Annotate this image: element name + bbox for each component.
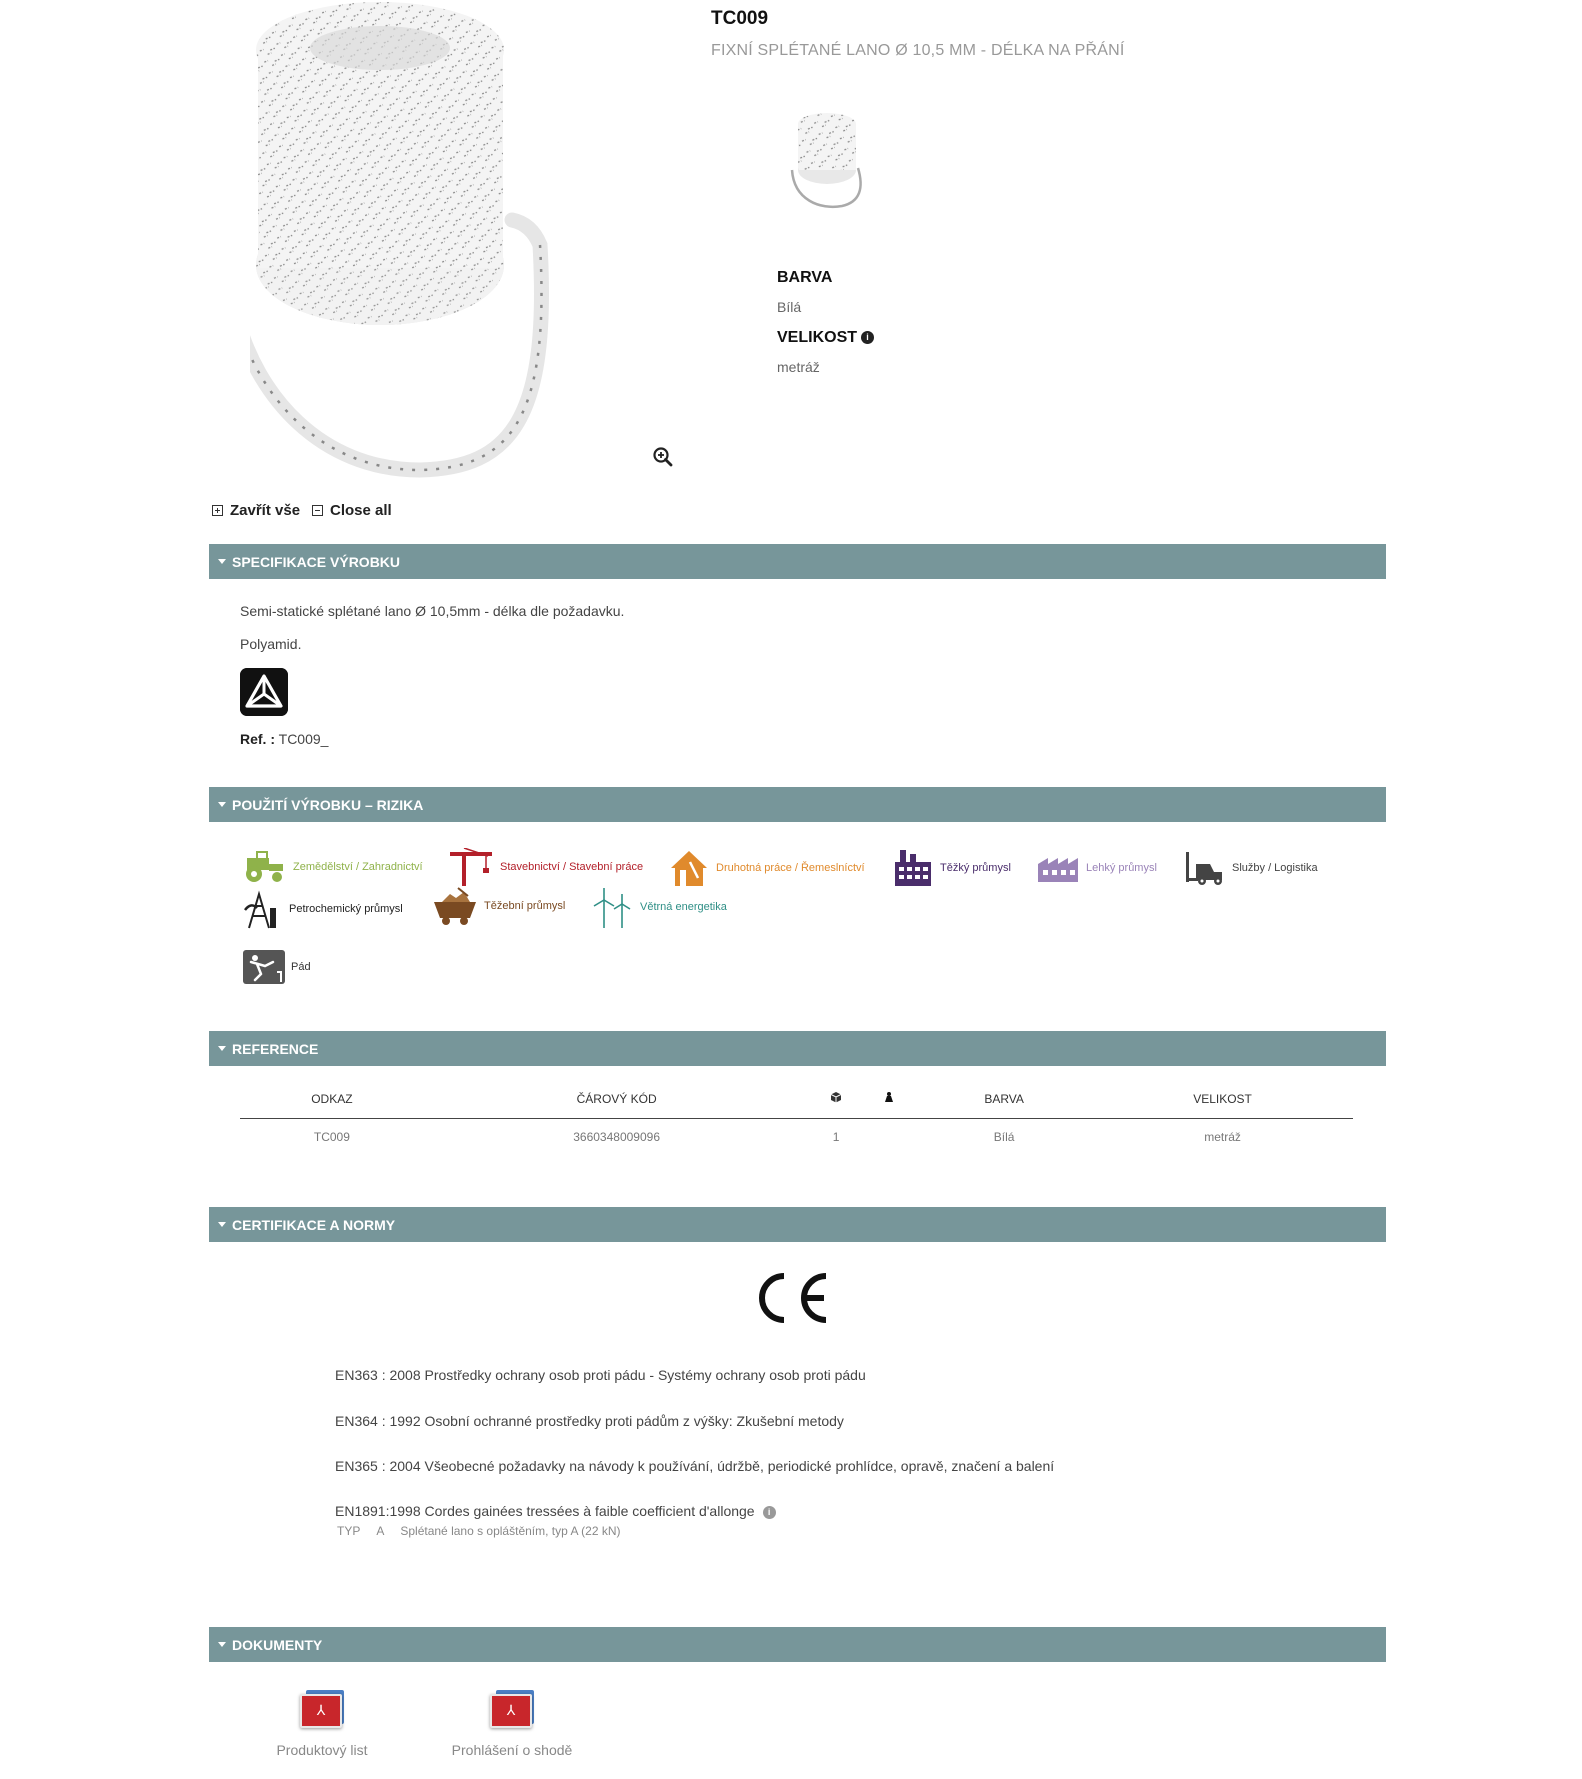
spec-material: Polyamid. (240, 636, 302, 652)
crane-icon (448, 848, 494, 886)
document-declaration[interactable]: ⅄ Prohlášení o shodě (442, 1690, 582, 1758)
caret-down-icon (218, 559, 226, 564)
zoom-in-icon[interactable] (652, 446, 674, 468)
heavy-industry-icon (892, 848, 934, 888)
table-header-row (240, 1080, 1353, 1118)
triangle-logo-icon (240, 668, 288, 716)
product-thumbnail[interactable] (780, 108, 870, 220)
col-color: BARVA (916, 1080, 1092, 1118)
caret-down-icon (218, 1642, 226, 1647)
spec-description: Semi-statické splétané lano Ø 10,5mm - délka dle požadavku. (240, 603, 625, 619)
house-icon (668, 848, 710, 888)
plus-box-icon (212, 505, 223, 516)
sector-construction: Stavebnictví / Stavební práce (448, 848, 643, 886)
minus-box-icon (312, 505, 323, 516)
light-industry-icon (1036, 852, 1080, 884)
sector-logistics: Služby / Logistika (1182, 850, 1318, 886)
product-name: FIXNÍ SPLÉTANÉ LANO Ø 10,5 MM - DÉLKA NA PŘÁNÍ (711, 42, 1125, 59)
norm-en365: EN365 : 2004 Všeobecné požadavky na návody k používání, údržbě, periodické prohlídce, opravě, značení a balení (335, 1458, 1055, 1474)
mine-cart-icon (432, 886, 478, 926)
section-certification-header[interactable]: CERTIFIKACE A NORMY (209, 1207, 1386, 1242)
info-icon[interactable]: i (861, 331, 874, 344)
table-row[interactable]: TC009 3660348009096 1 Bílá metráž (313, 1130, 1241, 1145)
caret-down-icon (218, 1222, 226, 1227)
sector-heavy-industry: Těžký průmysl (892, 848, 1011, 888)
expand-all-toggle[interactable]: Zavřít vše (212, 502, 300, 519)
wind-turbine-icon (590, 886, 634, 928)
product-code: TC009 (711, 8, 769, 29)
product-main-image[interactable] (250, 0, 640, 480)
weight-icon (883, 1091, 895, 1103)
pdf-icon (490, 1690, 534, 1728)
pdf-icon (300, 1690, 344, 1728)
sector-light-industry: Lehký průmysl (1036, 852, 1157, 884)
color-label: BARVA (777, 269, 833, 286)
col-weight (863, 1080, 916, 1118)
oil-rig-icon (243, 888, 283, 930)
ce-mark-icon (750, 1268, 830, 1328)
forklift-icon (1182, 850, 1226, 886)
norm-en363: EN363 : 2008 Prostředky ochrany osob proti pádu - Systémy ochrany osob proti pádu (335, 1367, 866, 1383)
sector-petrochemical: Petrochemický průmysl (243, 888, 403, 930)
section-spec-header[interactable]: SPECIFIKACE VÝROBKU (209, 544, 1386, 579)
col-size: VELIKOST (1092, 1080, 1353, 1118)
tractor-icon (243, 850, 287, 884)
close-all-toggle[interactable]: Close all (312, 502, 392, 519)
col-ref: ODKAZ (240, 1080, 424, 1118)
section-reference-header[interactable]: REFERENCE (209, 1031, 1386, 1066)
section-documents-header[interactable]: DOKUMENTY (209, 1627, 1386, 1662)
fall-icon (243, 950, 285, 984)
document-product-sheet[interactable]: ⅄ Produktový list (252, 1690, 392, 1758)
info-icon[interactable]: i (763, 1506, 776, 1519)
norm-en364: EN364 : 1992 Osobní ochranné prostředky proti pádům z výšky: Zkušební metody (335, 1413, 844, 1429)
norm-en1891: EN1891:1998 Cordes gainées tressées à faible coefficient d'allonge i (335, 1503, 776, 1519)
section-usage-header[interactable]: POUŽITÍ VÝROBKU – RIZIKA (209, 787, 1386, 822)
caret-down-icon (218, 802, 226, 807)
col-barcode: ČÁROVÝ KÓD (424, 1080, 810, 1118)
sector-agriculture: Zemědělství / Zahradnictví (243, 850, 423, 884)
norm-en1891-type: TYP A Splétané lano s opláštěním, typ A (22 kN) (337, 1524, 621, 1538)
color-value: Bílá (777, 299, 802, 315)
caret-down-icon (218, 1046, 226, 1051)
col-qty (809, 1080, 862, 1118)
size-label: VELIKOST i (777, 329, 874, 347)
sector-wind-energy: Větrná energetika (590, 886, 727, 928)
risk-fall: Pád (243, 950, 311, 984)
size-value: metráž (777, 359, 820, 375)
sector-mining: Těžební průmysl (432, 886, 565, 926)
spec-ref: Ref. : TC009_ (240, 731, 329, 747)
sector-craft: Druhotná práce / Řemeslníctví (668, 848, 865, 888)
reference-table (240, 1080, 1353, 1156)
box-icon (830, 1091, 842, 1103)
